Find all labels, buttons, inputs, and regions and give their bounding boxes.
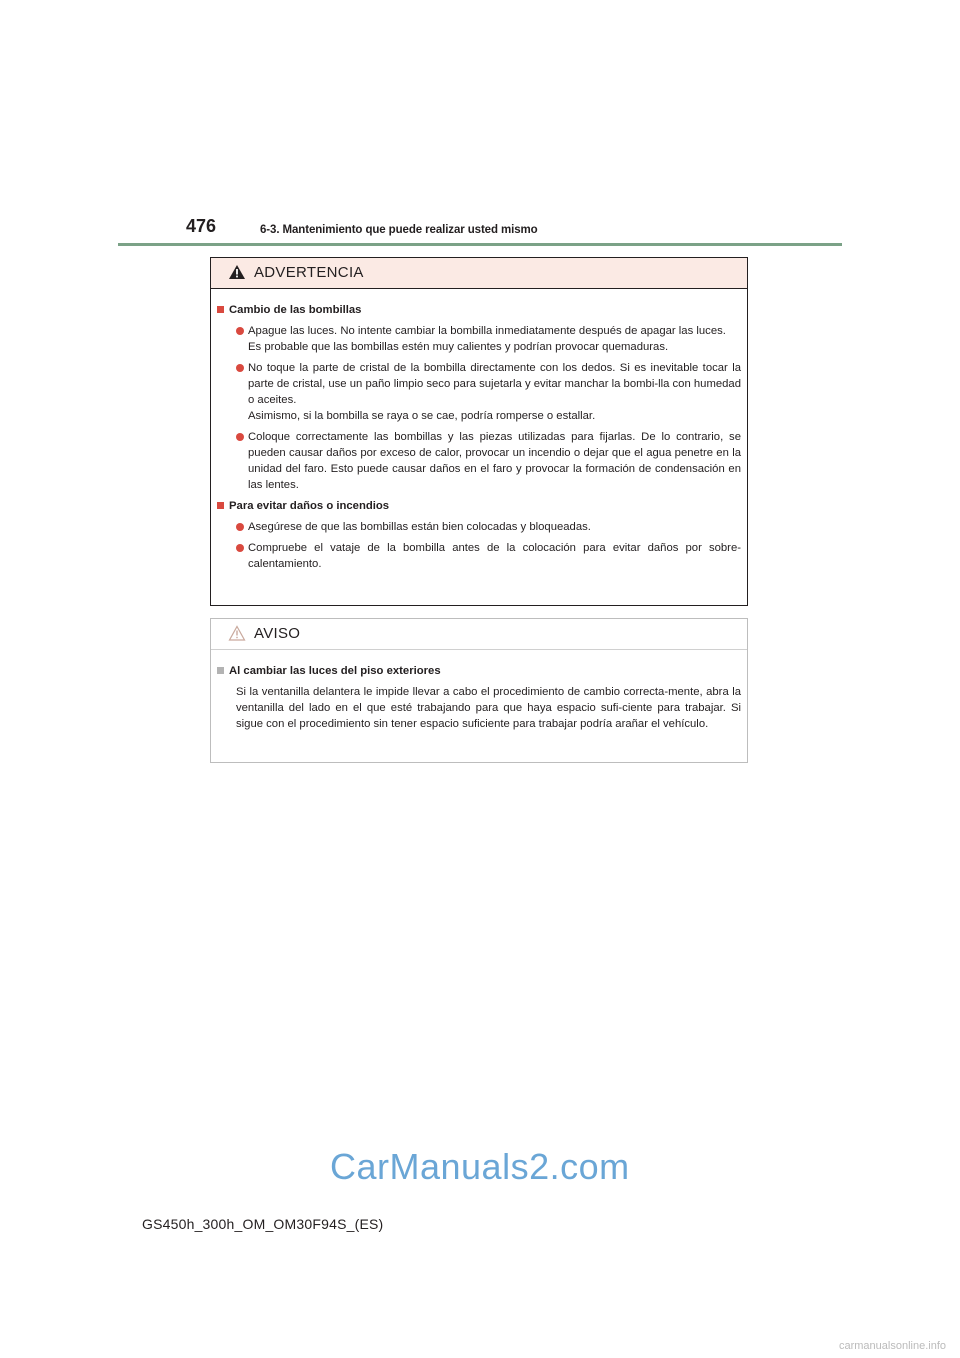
notice-text: Si la ventanilla delantera le impide llevar a cabo el procedimiento de cambio correcta-mente, abra la ventanilla del lado en el que esté trabajando para que haya espacio sufi-ciente para trabajar. Si sigue con el procedimiento sin tener espacio suficiente para trabajar podría arañar el vehículo. bbox=[236, 686, 741, 730]
notice-title: AVISO bbox=[254, 625, 301, 642]
list-item: Compruebe el vataje de la bombilla antes de la colocación para evitar daños por sobre-calentamiento. bbox=[217, 540, 741, 572]
list-item: Coloque correctamente las bombillas y las piezas utilizadas para fijarlas. De lo contrario, se pueden causar daños por exceso de calor, provocar un incendio o dejar que el agua penetre en la unidad del faro. Esto puede causar daños en el faro y provocar la formación de condensación en las lentes. bbox=[217, 429, 741, 493]
circle-bullet-icon bbox=[236, 544, 244, 552]
section-heading: Al cambiar las luces del piso exteriores bbox=[217, 663, 741, 679]
square-bullet-icon bbox=[217, 306, 224, 313]
notice-header bbox=[211, 619, 747, 650]
section-title: 6-3. Mantenimiento que puede realizar usted mismo bbox=[260, 224, 538, 236]
caution-triangle-icon bbox=[228, 625, 246, 641]
list-item: Apague las luces. No intente cambiar la bombilla inmediatamente después de apagar las luces. Es probable que las bombillas estén muy calientes y podrían provocar quemaduras. bbox=[217, 323, 741, 355]
page-header bbox=[186, 216, 846, 246]
circle-bullet-icon bbox=[236, 327, 244, 335]
list-item: Asegúrese de que las bombillas están bien colocadas y bloqueadas. bbox=[217, 519, 741, 535]
circle-bullet-icon bbox=[236, 433, 244, 441]
section-heading: Cambio de las bombillas bbox=[217, 302, 741, 318]
watermark-logo: CarManuals2.com bbox=[330, 1146, 630, 1187]
circle-bullet-icon bbox=[236, 364, 244, 372]
page-number: 476 bbox=[186, 216, 217, 236]
section-heading: Para evitar daños o incendios bbox=[217, 498, 741, 514]
warning-header bbox=[211, 258, 747, 289]
warning-title: ADVERTENCIA bbox=[254, 264, 364, 281]
warning-triangle-icon bbox=[228, 264, 246, 280]
footer-model-code: GS450h_300h_OM_OM30F94S_(ES) bbox=[142, 1216, 384, 1232]
warning-content bbox=[211, 289, 747, 572]
list-item: No toque la parte de cristal de la bombilla directamente con los dedos. Si es inevitable tocar la parte de cristal, use un paño limpio seco para sujetarla y evitar manchar la bombi-lla con humedad o aceites. Asimismo, si la bombilla se raya o se cae, podría romperse o estallar. bbox=[217, 360, 741, 424]
warning-box bbox=[210, 257, 748, 606]
square-bullet-icon bbox=[217, 502, 224, 509]
square-bullet-icon bbox=[217, 667, 224, 674]
notice-box bbox=[210, 618, 748, 763]
notice-content bbox=[211, 650, 747, 732]
circle-bullet-icon bbox=[236, 523, 244, 531]
header-rule bbox=[118, 243, 842, 246]
watermark-url: carmanualsonline.info bbox=[838, 1340, 946, 1352]
